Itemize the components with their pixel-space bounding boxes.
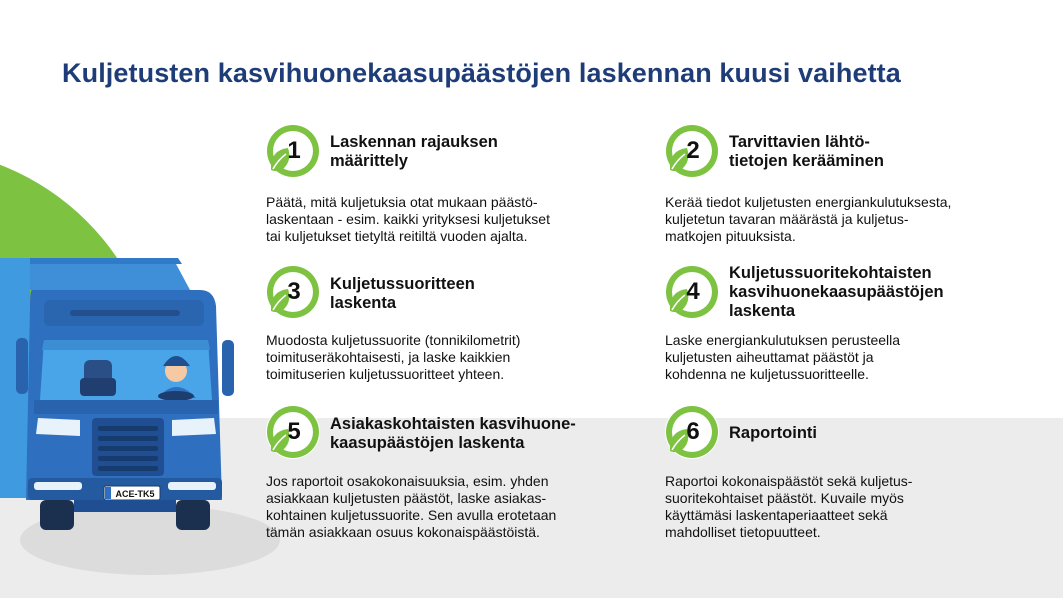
truck-headlight-right — [172, 418, 216, 436]
step-4-number: 4 — [686, 278, 700, 305]
step-6-badge — [665, 405, 719, 459]
truck-wheel-right — [176, 500, 210, 530]
step-4-badge — [665, 265, 719, 319]
step-5-title: Asiakaskohtaisten kasvihuone- kaasupäästöjen laskenta — [330, 415, 576, 452]
step-3-number: 3 — [287, 278, 301, 305]
truck-plate-text: ACE-TK5 — [115, 489, 155, 499]
step-6-number: 6 — [686, 418, 700, 445]
step-2-title: Tarvittavien lähtö- tietojen kerääminen — [729, 133, 884, 170]
step-3-badge — [266, 265, 320, 319]
step-1-badge — [266, 124, 320, 178]
step-1-number: 1 — [287, 137, 301, 164]
step-2-number: 2 — [686, 137, 700, 164]
step-1-body: Päätä, mitä kuljetuksia otat mukaan päästö- laskentaan - esim. kaikki yrityksesi kuljetukset tai kuljetukset tietyltä reitiltä vuoden ajalta. — [266, 194, 550, 244]
truck-headlight-left — [36, 418, 80, 436]
truck-roof-deflector — [30, 262, 190, 290]
step-4-title: Kuljetussuoritekohtaisten kasvihuonekaasupäästöjen laskenta — [729, 264, 944, 320]
step-1-title: Laskennan rajauksen määrittely — [330, 133, 498, 170]
truck-mirror-right — [222, 340, 234, 396]
truck-illustration — [0, 250, 250, 550]
truck-wheel-left — [40, 500, 74, 530]
step-5-body: Jos raportoit osakokonaisuuksia, esim. yhden asiakkaan kuljetusten päästöt, laske asiakas- kohtainen kuljetussuorite. Sen avulla erotetaan tämän asiakkaan osuus kokonaispäästöistä. — [266, 473, 557, 540]
truck-mirror-left — [16, 338, 28, 394]
step-4-body: Laske energiankulutuksen perusteella kuljetusten aiheuttamat päästöt ja kohdenna ne kuljetussuoritteelle. — [665, 332, 901, 382]
step-5-number: 5 — [287, 418, 301, 445]
step-2-body: Kerää tiedot kuljetusten energiankulutuksesta, kuljetetun tavaran määrästä ja kuljetus- matkojen pituuksista. — [665, 194, 952, 244]
step-3-body: Muodosta kuljetussuorite (tonnikilometrit) toimituseräkohtaisesti, ja laske kaikkien toimituserien kuljetussuoritteet yhteen. — [266, 332, 521, 382]
step-3-title: Kuljetussuoritteen laskenta — [330, 275, 475, 312]
step-6-body: Raportoi kokonaispäästöt sekä kuljetus- suoritekohtaiset päästöt. Kuvaile myös käyttämäsi laskentaperiaatteet sekä mahdolliset tietopuutteet. — [665, 473, 913, 540]
step-2-badge — [665, 124, 719, 178]
step-6-title: Raportointi — [729, 424, 817, 442]
page-title: Kuljetusten kasvihuonekaasupäästöjen laskennan kuusi vaihetta — [62, 58, 901, 88]
step-5-badge — [266, 405, 320, 459]
